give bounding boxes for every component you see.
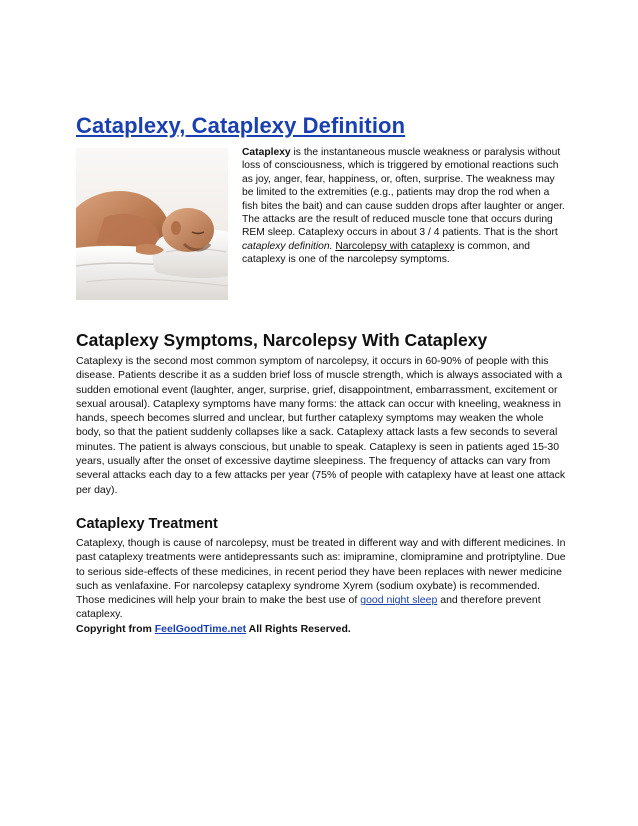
sleeping-man-photo — [76, 148, 228, 300]
treatment-text-1: Cataplexy, though is cause of narcolepsy, must be treated in different way and with different medicines. In past cataplexy treatments were antidepressants such as: imipramine, clomipramine and protriptyline. Due to serious side-effects of these medicines, in recent period they have been replaces with newer medicine such as venlafaxine. For narcolepsy cataplexy syndrome Xyrem (sodium oxybate) is recommended. Those medicines will help your brain to make the best use of — [76, 537, 566, 607]
symptoms-heading: Cataplexy Symptoms, Narcolepsy With Cataplexy — [76, 330, 488, 350]
symptoms-paragraph: Cataplexy is the second most common symptom of narcolepsy, it occurs in 60-90% of people with this disease. Patients describe it as a sudden brief loss of muscle strength, which is always associated with a sudden emotional event (laughter, anger, surprise, grief, disappointment, embarrassment, excitement or sexual arousal). Cataplexy symptoms have many forms: the attack can occur with kneeling, weakness in hands, speech becomes slurred and unclear, but further cataplexy symptoms may weaken the whole body, so that the patient suddenly collapses like a sack. Cataplexy attack lasts a few seconds to several minutes. The patient is always conscious, but unable to speak. Cataplexy is seen in patients aged 15-30 years, usually after the onset of excessive daytime sleepiness. The frequency of attacks can vary from several attacks each day to a few attacks per year (75% of people with cataplexy have at least one attack per day). — [76, 355, 566, 496]
good-night-sleep-link[interactable]: good night sleep — [360, 594, 438, 607]
intro-paragraph — [242, 146, 568, 267]
narcolepsy-with-cataplexy-link[interactable]: Narcolepsy with cataplexy — [335, 240, 455, 252]
intro-block — [76, 146, 566, 306]
treatment-text-2: and therefore prevent cataplexy. — [76, 594, 541, 621]
treatment-paragraph — [76, 536, 566, 622]
treatment-heading: Cataplexy Treatment — [76, 516, 218, 532]
feelgoodtime-link[interactable]: FeelGoodTime.net — [154, 622, 247, 635]
sleeping-man-illustration — [76, 148, 228, 300]
symptoms-section — [76, 329, 566, 497]
intro-text-2: is common, and cataplexy is one of the narcolepsy symptoms. — [242, 240, 530, 266]
treatment-section — [76, 514, 566, 636]
article-header — [76, 112, 566, 306]
page-title: Cataplexy, Cataplexy Definition — [76, 113, 406, 138]
copyright-line — [76, 622, 566, 636]
intro-italic: cataplexy definition. — [242, 240, 333, 252]
intro-term: Cataplexy — [242, 147, 291, 158]
copyright-prefix: Copyright from — [76, 622, 155, 635]
intro-text-1: is the instantaneous muscle weakness or paralysis without loss of consciousness, which is triggered by emotional reactions such as joy, anger, fear, happiness, or, often, surprise. The weakness may be limited to the extremities (e.g., patients may drop the rod when a fish bites the bait) and can cause sudden drops after laughter or anger. The attacks are the result of reduced muscle tone that occurs during REM sleep. Cataplexy occurs in about 3 / 4 patients. That is the short — [242, 147, 565, 239]
copyright-suffix: All Rights Reserved. — [246, 622, 351, 635]
